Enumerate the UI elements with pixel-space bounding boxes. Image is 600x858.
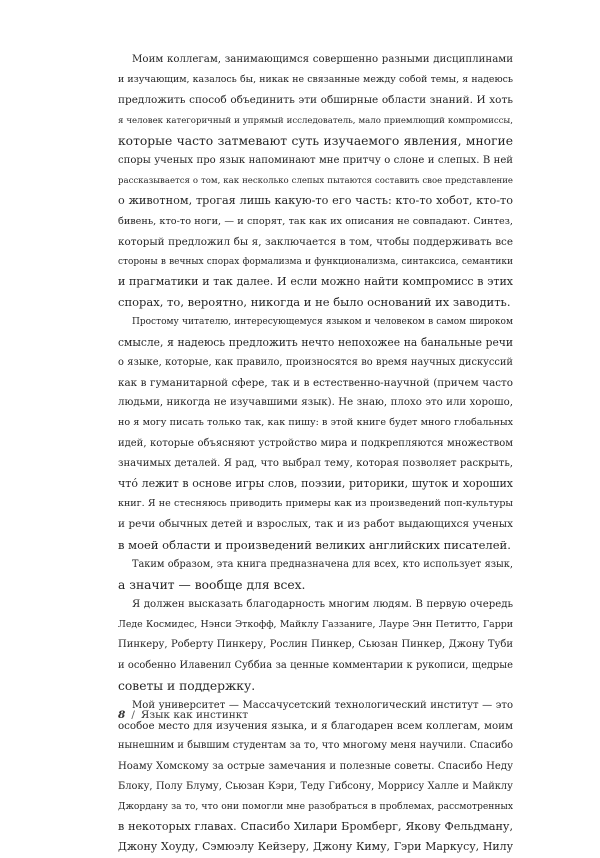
text-line: как в гуманитарной сфере, так и в естественно-научной (причем часто bbox=[118, 377, 513, 389]
text-line: людьми, никогда не изучавшими язык). Не знаю, плохо это или хорошо, bbox=[118, 397, 513, 409]
text-line: о языке, которые, как правило, произносятся во время научных дискуссий bbox=[118, 356, 513, 368]
text-line: но я могу писать только так, как пишу: в этой книге будет много глобальных bbox=[118, 417, 513, 429]
text-line: особое место для изучения языка, и я благодарен всем коллегам, моим bbox=[118, 720, 513, 733]
text-line: я человек категоричный и упрямый исследователь, мало приемлющий компромиссы, bbox=[118, 115, 513, 126]
page-number: 8 bbox=[118, 709, 126, 721]
text-line: смысле, я надеюсь предложить нечто непохожее на банальные речи bbox=[118, 335, 513, 349]
text-line: и речи обычных детей и взрослых, так и из работ выдающихся ученых bbox=[118, 518, 513, 531]
text-line: что́ лежит в основе игры слов, поэзии, риторики, шуток и хороших bbox=[118, 476, 513, 490]
paragraph-2 bbox=[118, 312, 513, 554]
text-line: споры ученых про язык напоминают мне притчу о слоне и слепых. В ней bbox=[118, 154, 513, 166]
text-line: который предложил бы я, заключается в том, чтобы поддерживать все bbox=[118, 235, 513, 248]
page-body bbox=[118, 50, 513, 858]
text-line: предложить способ объединить эти обширные области знаний. И хоть bbox=[118, 94, 513, 107]
footer-separator: / bbox=[131, 709, 135, 721]
text-line: а значит — вообще для всех. bbox=[118, 577, 306, 592]
text-line: бивень, кто-то ноги, — и спорят, так как их описания не совпадают. Синтез, bbox=[118, 215, 513, 227]
page-footer bbox=[118, 709, 248, 721]
text-line: Простому читателю, интересующемуся языком и человеком в самом широком bbox=[132, 317, 513, 328]
text-line: Моим коллегам, занимающимся совершенно разными дисциплинами bbox=[132, 54, 513, 65]
text-line: которые часто затмевают суть изучаемого явления, многие bbox=[118, 133, 513, 148]
running-title: Язык как инстинкт bbox=[140, 709, 249, 721]
text-line: и изучающим, казалось бы, никак не связанные между собой темы, я надеюсь bbox=[118, 74, 513, 86]
text-line: о животном, трогая лишь какую-то его часть: кто-то хобот, кто-то bbox=[118, 194, 513, 208]
text-line: и прагматики и так далее. И если можно найти компромисс в этих bbox=[118, 275, 513, 289]
text-line: советы и поддержку. bbox=[118, 678, 256, 693]
text-line: стороны в вечных спорах формализма и функционализма, синтаксиса, семантики bbox=[118, 256, 513, 267]
text-line: спорах, то, вероятно, никогда и не было оснований их заводить. bbox=[118, 295, 511, 310]
text-line: идей, которые объясняют устройство мира и подкрепляются множеством bbox=[118, 437, 513, 449]
text-line: в моей области и произведений великих английских писателей. bbox=[118, 537, 511, 552]
text-line: Пинкеру, Роберту Пинкеру, Рослин Пинкер, Сьюзан Пинкер, Джону Туби bbox=[118, 639, 513, 651]
text-line: Я должен высказать благодарность многим людям. В первую очередь bbox=[132, 599, 513, 611]
text-line: нынешним и бывшим студентам за то, что многому меня научили. Спасибо bbox=[118, 740, 513, 752]
text-line: Джону Хоуду, Сэмюэлу Кейзеру, Джону Киму, Гэри Маркусу, Нилу bbox=[118, 840, 513, 854]
paragraph-4 bbox=[118, 595, 513, 696]
text-line: в некоторых главах. Спасибо Хилари Бромберг, Якову Фельдману, bbox=[118, 820, 513, 834]
text-line: Леде Космидес, Нэнси Эткофф, Майклу Газзаниге, Лауре Энн Петитто, Гарри bbox=[118, 619, 513, 631]
text-line: Джордану за то, что они помогли мне разобраться в проблемах, рассмотренных bbox=[118, 800, 513, 812]
text-line: Ноаму Хомскому за острые замечания и полезные советы. Спасибо Неду bbox=[118, 760, 513, 772]
text-line: Мой университет — Массачусетский технологический институт — это bbox=[132, 700, 513, 711]
text-line: книг. Я не стесняюсь приводить примеры как из произведений поп-культуры bbox=[118, 498, 513, 510]
paragraph-1 bbox=[118, 50, 513, 312]
text-line: рассказывается о том, как несколько слепых пытаются составить свое представление bbox=[118, 176, 513, 187]
paragraph-3 bbox=[118, 555, 513, 595]
text-line: и особенно Илавенил Суббиа за ценные комментарии к рукописи, щедрые bbox=[118, 659, 513, 671]
text-line: Блоку, Полу Блуму, Сьюзан Кэри, Теду Гибсону, Моррису Халле и Майклу bbox=[118, 780, 513, 792]
text-line: Таким образом, эта книга предназначена для всех, кто использует язык, bbox=[132, 558, 513, 570]
text-line: значимых деталей. Я рад, что выбрал тему, которая позволяет раскрыть, bbox=[118, 457, 513, 469]
